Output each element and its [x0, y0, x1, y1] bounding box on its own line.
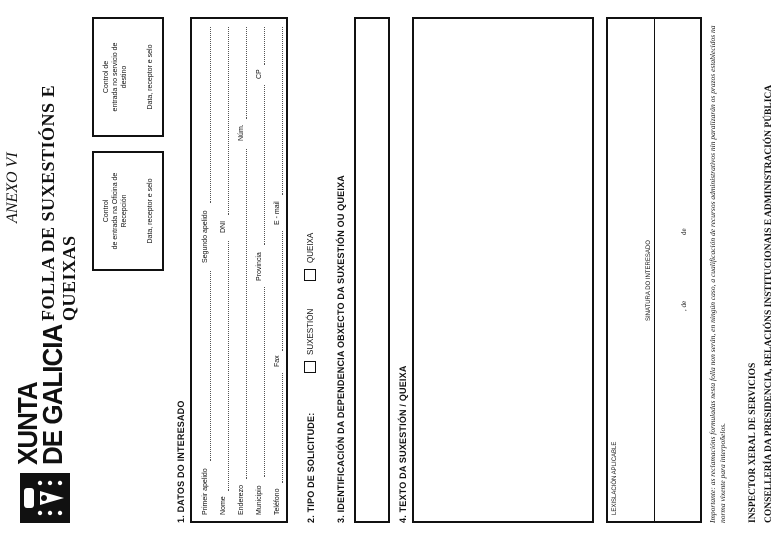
suggestion-checkbox[interactable]: [304, 361, 316, 373]
section-2-heading: 2. TIPO DE SOLICITUDE:: [306, 412, 316, 523]
suggestion-label: SUXESTIÓN: [306, 308, 315, 355]
addressee-line-2: CONSELLERÍA DA PRESIDENCIA, RELACIÓNS INSTITUCIONAIS E ADMINISTRACIÓN PÚBLICA: [764, 84, 774, 523]
first-surname-field[interactable]: [210, 271, 211, 461]
stamp-box-reception: Control de entrada na Oficina de Recepción Data, receptor e selo: [92, 151, 164, 271]
label-name: Nome: [220, 496, 227, 515]
label-municipality: Municipio: [256, 485, 263, 515]
date-de-2: de: [680, 228, 688, 235]
signature-label: SINATURA DO INTERESADO: [646, 240, 652, 321]
label-address: Enderezo: [238, 485, 245, 515]
label-email: E - mail: [274, 201, 281, 225]
label-province: Provincia: [256, 252, 263, 281]
page-title: FOLLA DE SUXESTIÓNS E QUEIXAS: [38, 84, 79, 321]
second-surname-field[interactable]: [210, 27, 211, 203]
number-field[interactable]: [246, 27, 247, 119]
email-field[interactable]: [282, 27, 283, 195]
important-note: Importante: as reclamacións formuladas nesta folla non serán, en ningún caso, a cualificación de recursos administrativos nin paralizarán os prazos establecidos na norma vixente para interpoñelos.: [708, 25, 727, 523]
municipality-field[interactable]: [264, 287, 265, 477]
date-de-1: , de: [680, 300, 688, 311]
label-postal-code: CP: [256, 69, 263, 79]
section-3-heading: 3. IDENTIFICACIÓN DA DEPENDENCIA OBXECTO DA SUXESTIÓN OU QUEIXA: [336, 175, 346, 523]
address-field[interactable]: [246, 149, 247, 479]
section-4-heading: 4. TEXTO DA SUXESTIÓN / QUEIXA: [398, 365, 408, 523]
applicable-legislation-label: LEXISLACIÓN APLICABLE: [612, 441, 618, 515]
xunta-logo: [20, 473, 70, 523]
dni-field[interactable]: [228, 27, 229, 215]
phone-field[interactable]: [282, 373, 283, 483]
coat-of-arms-icon: [20, 473, 70, 523]
interested-data-box: [190, 17, 288, 523]
label-fax: Fax: [274, 355, 281, 367]
signature-box: [606, 17, 702, 523]
postal-code-field[interactable]: [264, 27, 265, 65]
dependency-box[interactable]: [354, 17, 390, 523]
label-number: Núm.: [238, 124, 245, 141]
signature-divider: [654, 19, 655, 521]
province-field[interactable]: [264, 85, 265, 245]
stamp-box-destination: Control de entrada no servicio de destino Data, receptor e selo: [92, 17, 164, 137]
stamp-footer: Data, receptor e selo: [147, 44, 154, 110]
complaint-label: QUEIXA: [306, 232, 315, 263]
label-second-surname: Segundo apelido: [202, 210, 209, 263]
stamp-footer: Data, receptor e selo: [147, 178, 154, 244]
label-dni: DNI: [220, 220, 227, 233]
label-phone: Teléfono: [274, 488, 281, 515]
section-1-heading: 1. DATOS DO INTERESADO: [176, 400, 186, 523]
addressee-line-1: INSPECTOR XERAL DE SERVICIOS: [748, 362, 758, 523]
label-first-surname: Primeir apelido: [202, 468, 209, 515]
name-field[interactable]: [228, 241, 229, 491]
annex-label: ANEXO VI: [4, 152, 21, 223]
complaint-text-box[interactable]: [412, 17, 594, 523]
complaint-checkbox[interactable]: [304, 269, 316, 281]
logo-line-2: DE GALICIA: [36, 324, 69, 465]
logo-line-1: XUNTA: [11, 382, 44, 465]
fax-field[interactable]: [282, 231, 283, 351]
